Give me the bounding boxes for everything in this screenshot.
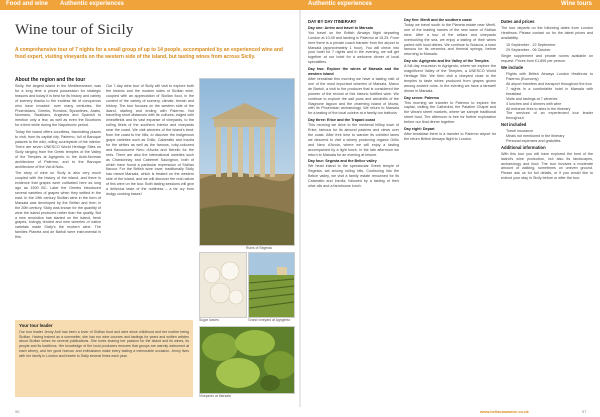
segesta-ruins-photo <box>199 78 295 246</box>
article-column-2 <box>106 84 194 314</box>
itinerary-heading: DAY BY DAY ITINERARY <box>308 19 357 24</box>
itinerary-column-1 <box>308 18 399 406</box>
tour-leader-text: Our tour leader Jenny Ardi has been a lover of Sicilian food and wine since childhood and her mother being Sicilian. Having trained as a sommelier, she has run wine courses and tastings for years and written articles about Sicilian wines for several publications. She loves sharing her passion for the island and its wines, its people and its traditions. Her knowledge of the local producers ensures that groups are warmly welcomed at each winery, and her good humour and enthusiasm make every tasting a memorable occasion. Jenny lives with her family in London and travels to Sicily several times each year. <box>19 330 189 358</box>
included-heading: We include <box>501 65 524 71</box>
photo-caption: Ruins of Segesta <box>246 246 272 250</box>
photo-caption: Sugar loaves <box>199 318 219 322</box>
photo-caption: Grand vineyard at Agrigento <box>248 318 291 322</box>
dates-list <box>501 43 593 53</box>
itinerary-day-title: Day six: Agrigento and the Valley of the Temples <box>404 59 489 64</box>
about-heading: About the region and the tour <box>15 77 86 83</box>
date-item: • 29 September - 06 October <box>506 48 593 53</box>
itinerary-day-title: Day four: Segesta and the Belice valley <box>308 159 377 164</box>
price-note: Single supplement and private rooms available on request. Prices from £1,895 per person. <box>501 54 593 64</box>
tour-details-column <box>501 18 593 406</box>
article-column-1 <box>15 84 101 314</box>
vine-leaves-photo <box>199 326 295 394</box>
itinerary-day-text: After breakfast this morning we have a tasting visit of one of the most important wineries of Marsala, Marco de Bartoli, a visit to the producer that is considered the pioneer of the revival of this historic fortified wine. We continue to explore the salt pans and windmills of the Stagnone lagoon and the charming island of Mozia, with its Phoenician archaeology. We return to Marsala for a tasting of the local cuisine at a family-run trattoria. <box>308 76 399 116</box>
itinerary-day-text: A full day excursion to Agrigento, where we explore the magnificent Valley of the Temples, a UNESCO World Heritage Site. We then visit a vineyard close to the temples to taste wines produced from grapes grown among ancient ruins. In the evening we have a farewell dinner in Marsala. <box>404 64 496 93</box>
photo-caption: Vineyards at Marsala <box>199 394 231 398</box>
additional-heading: Additional information <box>501 144 546 150</box>
article-paragraph: The story of wine on Sicily is also very much coupled with the history of the island, and there is evidence that grapes were cultivated here as long ago as 1500 BC. Later the Greeks introduced several varieties of grapes when they settled in the east. In the 19th century Sicilian wine in the form of Marsala was developed by the British and then in the 20th century, Sicily was known for the quantity of wine the island produced rather than the quality. But a new revolution has started on the island, fresh grapes, lovingly tended and new wineries of native varietals made Sicily's the modern wine. The families Planeta and de Bartoli were instrumental in this. <box>15 171 101 240</box>
vineyard-photo <box>248 252 295 318</box>
not-included-heading: Not included <box>501 122 527 128</box>
page-gutter <box>299 10 301 407</box>
article-paragraph: Our 7-day wine tour of Sicily will visit to explore both the historic and the modern sides of Sicilian wine, coupled with an appreciation of Sicilian food, in the context of the variety of scenery, climate, terrain and history. The tour focuses on the western side of the island, starting and ending with Palermo. Not travelling short distances with its cultures, edged with wheatfields and its vast expanse of vineyards, to the rolling fields of the southern interior and vineyards near the coast. We visit wineries of the island's best: from the coast to the hills, to discover the indigenous grape varieties such as Grillo, Catarratto and Inzolia for the whites as well as the famous, ruby-coloured and flavoursome Nero d'Avola and Nerello for the reds. There are also the international varieties such as Chardonnay and Cabernet Sauvignon, both of which have found a particular expression of Sicilian flavour. For the British wine lover, traditionally Sicily has meant Marsala, which is treated on the western side of the island, and we will discover the real nature of this wine on the tour. Both tasting sessions will give a delicious taste of the nuttiness – a far cry from dodgy cooking bases! <box>106 84 194 196</box>
included-item: • All airport transfers and transport throughout the tour <box>506 82 593 87</box>
right-subsection-label: Wine tours <box>561 1 592 7</box>
included-list <box>501 72 593 121</box>
itinerary-day-title: Day three: Erice and the Trapani coast <box>308 118 376 123</box>
included-item: • The services of an experienced tour leader throughout <box>506 111 593 121</box>
included-item: • 7 nights in a comfortable hotel in Marsala with breakfast <box>506 87 593 97</box>
additional-text: With this tour you will have explored the best of the island's wine production, but also its landscapes, archaeology and food. The tour involves a moderate amount of walking, sometimes on uneven ground. Please ask us for full details, or if you would like to extend your stay in Sicily before or after the tour. <box>501 151 593 181</box>
itinerary-day-text: You travel on the British Airways flight departing London at 10.45 and landing in Palermo at 15.25. From here there is a private coach transfer from the airport to Marsala (approximately 1 hour). You will check into your hotel for 7 nights and in the evening, we will get together at our hotel for a welcome dinner of local specialities. <box>308 30 399 65</box>
date-item: • 15 September - 22 September <box>506 43 593 48</box>
itinerary-day-title: Day two: Explore the wines of Marsala and the western island <box>308 67 399 77</box>
itinerary-day-text: This morning we transfer to Palermo to explore the capital, visiting the Cathedral, the Palatine Chapel and the vibrant street markets, where we sample traditional street food. The afternoon is free for further exploration before our final dinner together. <box>404 100 496 125</box>
not-included-item: • Meals not mentioned in the itinerary <box>506 134 593 139</box>
itinerary-column-2 <box>404 18 496 406</box>
left-header-bar <box>0 0 300 10</box>
itinerary-day-text: This morning we drive to the medieval hilltop town of Erice, famous for its almond pastries and views over the coast. After free time to wander its cobbled lanes we descend to visit a winery producing organic Grillo and Nero d'Avola, where we will enjoy a tasting accompanied by a light lunch. In the late afternoon we return to Marsala for an evening at leisure. <box>308 123 399 157</box>
right-page-number: 97 <box>582 409 587 414</box>
not-included-item: • Personal expenses and gratuities <box>506 139 593 144</box>
article-title: Wine tour of Sicily <box>15 22 134 38</box>
itinerary-day-text: After breakfast there is a transfer to Palermo airport for the return British Airways flight to London. <box>404 131 496 141</box>
tour-leader-box <box>15 320 193 397</box>
left-subsection-label: Authentic experiences <box>60 1 125 7</box>
included-item: • All entrance fees to sites in the itinerary <box>506 107 593 112</box>
article-intro: A comprehensive tour of 7 nights for a small group of up to 14 people, accompanied by an experienced wine and food expert, visiting vineyards on the western side of the island, but tasting wines from across Sicily. <box>15 47 283 60</box>
dates-heading: Dates and prices <box>501 19 535 24</box>
itinerary-day-title: Day five: Menfi and the southern coast <box>404 18 472 22</box>
itinerary-day-title: Day seven: Palermo <box>404 95 440 100</box>
article-paragraph: Sicily, the largest island in the Mediterranean, was for a long time a prized possession for strategic reasons and today it is best for its history and variety of scenery thanks to the endless list of conquerors who have invaded: over many centuries, the Phoenicians, Greeks, Romans, Byzantines, Arabs, Normans, Swabians, Angevins and Spanish to mention only a few, as well as even the Bourbons for a time while during the Napoleonic period. <box>15 84 101 128</box>
tour-leader-heading: Your tour leader <box>19 323 53 328</box>
included-item: • Visits and tastings at 7 wineries <box>506 97 593 102</box>
dates-text: The tour departs on the following dates from London Heathrow. Please contact us for the latest prices and availability. <box>501 25 593 40</box>
itinerary-day-text: Today we travel south to the Planeta estate near Menfi, one of the leading names of the new wave of Sicilian wine. After a tour of the cellars and vineyards overlooking the sea, we enjoy a tasting of their wines paired with local dishes. We continue to Sciacca, a town famous for its ceramics and thermal springs, before returning to Marsala. <box>404 22 496 57</box>
not-included-list <box>501 129 593 144</box>
included-item: • Flights with British Airways London Heathrow to Palermo (Economy) <box>506 72 593 82</box>
right-header-bar <box>300 0 600 10</box>
itinerary-day-text: We head inland to the spectacular Greek temple of Segesta, set among rolling hills. Continuing into the Belice valley, we visit a family estate renowned for its Catarratto and Inzolia, followed by a tasting of their olive oils and a farmhouse lunch. <box>308 164 399 188</box>
article-paragraph: Today the island offers countless, fascinating places to visit, from its capital city, Palermo, full of Baroque palaces to the wild, rolling countryside of the interior. There are seven UNESCO World Heritage Sites on Sicily ranging from the Greek temples of the Valley of the Temples at Agrigento to the Arab-Norman architecture of Palermo, and to the Baroque architecture of the Val di Noto. <box>15 130 101 169</box>
not-included-item: • Travel insurance <box>506 129 593 134</box>
itinerary-day-title: Day one: Arrive and travel to Marsala <box>308 25 373 30</box>
left-page-number: 96 <box>15 409 20 414</box>
sugar-loaves-photo <box>199 252 247 318</box>
left-section-label: Food and wine <box>6 1 48 7</box>
included-item: • 4 lunches and 4 dinners with wine <box>506 102 593 107</box>
website-url[interactable]: www.bellacasawine.co.uk <box>480 409 529 414</box>
itinerary-day-title: Day eight: Depart <box>404 127 435 132</box>
right-section-label: Authentic experiences <box>308 1 373 7</box>
